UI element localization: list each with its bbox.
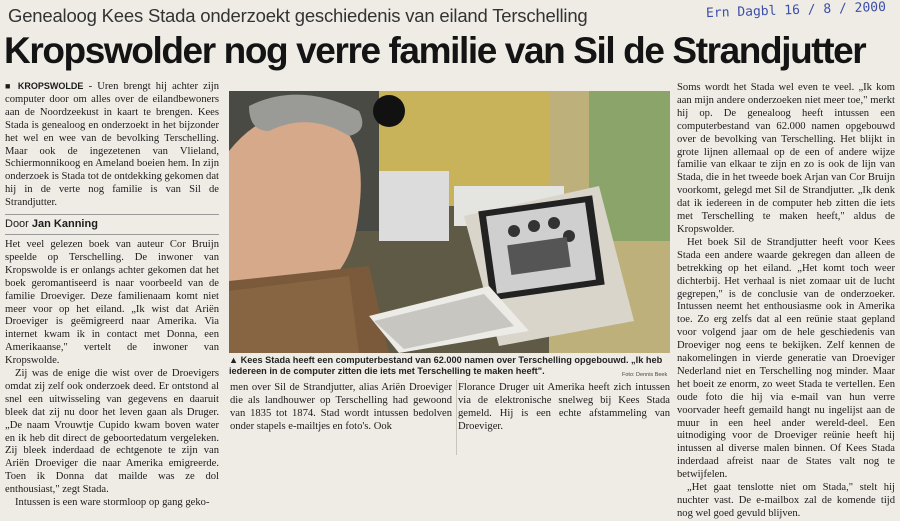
bottom-column-2 xyxy=(458,382,670,452)
fold-line xyxy=(456,380,457,455)
body-paragraph: Het boek Sil de Strandjutter heeft voor Kees Stada een andere waarde gekregen dan alleen de betrekking op het eiland. „Het komt toch weer dichterbij. Het verhaal is niet zomaar uit de lucht gegrepen," is de conclusie van de onderzoeker. Intussen neemt het enthousiasme ook in Amerika toe. Zo erg zelfs dat al een reünie staat gepland voor volgend jaar om de hele geschiedenis van Droeviger nog eens te bekijken. Zelf kennen de nakomelingen in vierde generatie van Droeviger Nederland niet en Terschelling nog minder. Maar het boeit ze enorm, zo weet Stada te vertellen. Een oude foto die hij via e-mail van hun verre voorvader heeft gemaild hangt nu ingelijst aan de muur in een heel ander wereld-deel. Een uitnodiging voor de Droeviger reünie heeft hij intussen al diverse malen binnen. Of Kees Stada inderdaad afreist naar de States valt nog te betwijfelen. xyxy=(677,236,895,481)
byline-prefix: Door xyxy=(5,218,29,231)
body-paragraph: men over Sil de Strandjutter, alias Ariën Droeviger die als landhouwer op Terschelling had gewoond van 1835 tot 1874. Stad wordt intussen bedolven onder stapels e-mailtjes en foto's. Ook xyxy=(230,382,452,432)
kicker: Genealoog Kees Stada onderzoekt geschiedenis van eiland Terschelling xyxy=(8,5,588,26)
photo-illustration xyxy=(229,91,670,353)
handwritten-date: Ern Dagbl 16 / 8 / 2000 xyxy=(705,0,887,22)
byline xyxy=(5,214,219,235)
right-column xyxy=(677,82,895,519)
dateline: ■ KROPSWOLDE xyxy=(5,81,84,91)
intro-text: - Uren brengt hij achter zijn computer door om alles over de eilandbewoners aan de Noordzeekust in kaart te brengen. Kees Stada is genealoog en onderzoekt in het bijzonder het wel en wee van de bevolking Terschelling. Maar ook de ingezetenen van Vlieland, Schiermonnikoog en Ameland boeien hem. In zijn onderzoek is Stada tot de ontdekking gekomen dat hij in de verte nog familie is van Sil de Strandjutter. xyxy=(5,81,220,209)
left-column xyxy=(5,80,220,509)
photo-credit: Foto: Dennis Beek xyxy=(622,372,668,378)
headline: Kropswolder nog verre familie van Sil de Strandjutter xyxy=(4,30,866,71)
photo-caption: ▲ Kees Stada heeft een computerbestand van 62.000 namen over Terschelling opgebouwd. „Ik heb iedereen in de computer zitten die iets met Terschelling te maken heeft". xyxy=(229,355,663,376)
body-paragraph: Zij was de enige die wist over de Droevigers omdat zij zelf ook onderzoek deed. Er ontstond al snel een uitwisseling van gegevens en daaruit bleek dat zij nu door het leven gaan als Druger. „De naam Vrouwtje Cupido kwam boven water en ik heb dit direct de geboortedatum vergeleken. Zij bleek inderdaad de echtgenote te zijn van Ariën Droeviger die naar Amerika emigreerde. Toen ik Donna dat mailde was ze dol enthousiast," zegt Stada. xyxy=(5,368,219,496)
photo xyxy=(229,91,670,353)
body-paragraph: Florance Druger uit Amerika heeft zich intussen via de elektronische snelweg bij Kees Stada gemeld. Hij is een echte afstammeling van Droeviger. xyxy=(458,382,670,432)
bottom-column-1 xyxy=(230,382,452,452)
byline-author: Jan Kanning xyxy=(31,218,98,231)
body-paragraph: „Het gaat tenslotte niet om Stada," stelt hij nuchter vast. De e-mailbox zal de komende tijd nog wel goed gevuld blijven. xyxy=(677,482,895,519)
intro-paragraph xyxy=(5,80,219,210)
body-paragraph: Het veel gelezen boek van auteur Cor Bruijn speelde op Terschelling. De inwoner van Kropswolde is er onlangs achter gekomen dat het boek geromantiseerd is naar voorbeeld van de familie Droeviger. Deze familienaam komt niet meer voor op het eiland. „Ik wist dat Ariën Droeviger is geëmigreerd naar Amerika. Via internet kwam ik in contact met Donna, een Amerikaanse," vertelt de inwoner van Kropswolde. xyxy=(5,238,219,367)
body-paragraph: Intussen is een ware stormloop op gang geko- xyxy=(15,497,210,509)
body-paragraph: Soms wordt het Stada wel even te veel. „Ik kom aan mijn andere onderzoeken niet meer toe," merkt hij op. De genealoog heeft intussen een computerbestand van 62.000 namen opgebouwd over de bevolking van Terschelling. Het blijkt in grote lijnen allemaal op de een of andere wijze familie van elkaar te zijn en zo is ook de lijn van Stada, die in het tweede boek Arjan van Cor Bruijn voorkomt, gelegd met Sil de Strandjutter. „Ik denk dat ik iedereen in de computer heb zitten die iets met Terschelling te maken heeft," aldus de Kropswolder. xyxy=(677,82,895,235)
